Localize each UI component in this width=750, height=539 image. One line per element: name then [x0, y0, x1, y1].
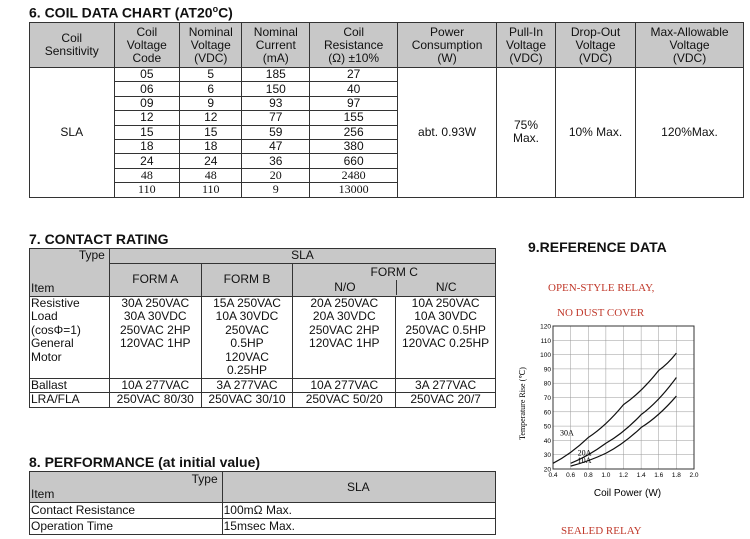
- no-dust-cover-label: NO DUST COVER: [557, 307, 645, 319]
- coil-title-degree: o: [212, 4, 219, 14]
- perf-header-row: [30, 472, 496, 503]
- perf-type-label: Type: [191, 472, 218, 486]
- header-coil-sensitivity: Coil Sensitivity: [30, 23, 115, 68]
- x-tick-label: 1.6: [654, 472, 664, 479]
- series-label-30a: 30A: [560, 428, 574, 438]
- coil-section-title: [29, 4, 233, 21]
- y-tick-label: 40: [543, 437, 551, 445]
- coil-row: [30, 68, 744, 82]
- coil-resistance: 155: [310, 111, 398, 125]
- header-power-consumption: Power Consumption (W): [398, 23, 497, 68]
- form-b-header: FORM B: [201, 263, 293, 296]
- x-tick-label: 1.0: [601, 472, 611, 479]
- coil-voltage: 110: [180, 183, 242, 197]
- header-nominal-voltage: Nominal Voltage (VDC): [180, 23, 242, 68]
- perf-item: Contact Resistance: [30, 503, 223, 519]
- series-label-20a: 20A: [577, 448, 592, 458]
- lra-row: [30, 393, 496, 408]
- no-header: N/O: [334, 280, 356, 294]
- perf-section-title: 8. PERFORMANCE (at initial value): [29, 454, 261, 470]
- coil-code: 15: [114, 125, 180, 139]
- coil-current: 20: [242, 168, 310, 182]
- y-tick-label: 20: [543, 466, 551, 474]
- coil-code: 09: [114, 96, 180, 110]
- reference-section-title: 9.REFERENCE DATA: [528, 239, 667, 255]
- x-axis-label: Coil Power (W): [593, 488, 662, 499]
- coil-current: 9: [242, 183, 310, 197]
- coil-code: 05: [114, 68, 180, 82]
- coil-code: 18: [114, 139, 180, 153]
- coil-resistance: 97: [310, 96, 398, 110]
- item-label: Item: [31, 280, 55, 295]
- coil-current: 36: [242, 154, 310, 168]
- y-tick-label: 60: [543, 409, 551, 417]
- coil-code: 24: [114, 154, 180, 168]
- chart-series: [553, 353, 676, 466]
- lra-form-a: 250VAC 80/30: [109, 393, 201, 408]
- coil-code: 110: [114, 183, 180, 197]
- contact-rating-table: [29, 248, 496, 408]
- header-pull-in-voltage: Pull-In Voltage (VDC): [497, 23, 556, 68]
- coil-current: 93: [242, 96, 310, 110]
- coil-resistance: 660: [310, 154, 398, 168]
- ballast-row: [30, 378, 496, 393]
- perf-item-label: Item: [31, 487, 55, 501]
- x-tick-label: 0.6: [566, 472, 576, 479]
- header-coil-resistance: Coil Resistance (Ω) ±10%: [310, 23, 398, 68]
- coil-resistance: 380: [310, 139, 398, 153]
- sealed-relay-label: SEALED RELAY: [561, 525, 642, 537]
- ballast-label: Ballast: [30, 378, 110, 393]
- y-axis-label: Temperature Rise (℃): [518, 367, 527, 440]
- y-tick-label: 100: [540, 352, 551, 360]
- x-tick-label: 1.2: [618, 472, 629, 479]
- coil-voltage: 24: [180, 154, 242, 168]
- y-tick-label: 120: [540, 323, 551, 331]
- drop-out-value: 10% Max.: [555, 68, 635, 198]
- coil-current: 47: [242, 139, 310, 153]
- coil-header-row: [30, 23, 744, 68]
- coil-resistance: 40: [310, 82, 398, 96]
- coil-code: 48: [114, 168, 180, 182]
- lra-form-c-no: 250VAC 50/20: [293, 393, 396, 408]
- perf-model: SLA: [222, 472, 495, 503]
- resistive-form-b: 15A 250VAC 10A 30VDC 250VAC 0.5HP 120VAC 0.25HP: [201, 296, 293, 378]
- y-tick-label: 50: [543, 423, 551, 431]
- coil-voltage: 6: [180, 82, 242, 96]
- power-consumption-value: abt. 0.93W: [398, 68, 497, 198]
- y-tick-label: 70: [543, 395, 551, 402]
- coil-resistance: 2480: [310, 168, 398, 182]
- lra-label: LRA/FLA: [30, 393, 110, 408]
- ballast-form-c-no: 10A 277VAC: [293, 378, 396, 393]
- perf-row: [30, 519, 496, 535]
- coil-voltage: 48: [180, 168, 242, 182]
- y-tick-label: 80: [543, 380, 551, 388]
- chart-labels: [518, 324, 699, 500]
- perf-row: [30, 503, 496, 519]
- resistive-row: [30, 296, 496, 378]
- coil-current: 59: [242, 125, 310, 139]
- coil-current: 185: [242, 68, 310, 82]
- temperature-rise-chart: [512, 318, 742, 518]
- x-tick-label: 2.0: [689, 472, 699, 479]
- x-tick-label: 0.8: [583, 472, 593, 479]
- open-relay-label: OPEN-STYLE RELAY,: [548, 282, 655, 294]
- lra-form-b: 250VAC 30/10: [201, 393, 293, 408]
- ballast-form-a: 10A 277VAC: [109, 378, 201, 393]
- ballast-form-c-nc: 3A 277VAC: [396, 378, 496, 393]
- ballast-form-b: 3A 277VAC: [201, 378, 293, 393]
- coil-title-end: C): [218, 4, 233, 21]
- resistive-form-c-no: 20A 250VAC 20A 30VDC 250VAC 2HP 120VAC 1HP: [293, 296, 396, 378]
- coil-sensitivity-value: SLA: [30, 68, 115, 198]
- y-tick-label: 30: [543, 452, 551, 460]
- coil-data-table: [29, 22, 744, 198]
- coil-code: 06: [114, 82, 180, 96]
- header-drop-out-voltage: Drop-Out Voltage (VDC): [555, 23, 635, 68]
- form-c-header-cell: [293, 263, 496, 296]
- series-line-30a: [553, 353, 676, 466]
- pull-in-value: 75% Max.: [497, 68, 556, 198]
- resistive-form-c-nc: 10A 250VAC 10A 30VDC 250VAC 0.5HP 120VAC 0.25HP: [396, 296, 496, 378]
- header-coil-voltage-code: Coil Voltage Code: [114, 23, 180, 68]
- y-tick-label: 110: [540, 337, 551, 345]
- contact-type-item-cell: [30, 249, 110, 297]
- x-tick-label: 0.4: [548, 472, 558, 479]
- nc-header: N/C: [396, 280, 495, 295]
- form-c-header: FORM C: [370, 265, 418, 279]
- perf-value: 100mΩ Max.: [222, 503, 495, 519]
- coil-title-text: 6. COIL DATA CHART (AT20: [29, 4, 213, 21]
- contact-model: SLA: [109, 249, 495, 264]
- coil-current: 150: [242, 82, 310, 96]
- chart-grid: [553, 326, 694, 469]
- y-tick-label: 90: [543, 366, 551, 374]
- header-nominal-current: Nominal Current (mA): [242, 23, 310, 68]
- coil-resistance: 256: [310, 125, 398, 139]
- series-label-10a: 10A: [577, 456, 592, 466]
- coil-voltage: 5: [180, 68, 242, 82]
- resistive-label: Resistive Load (cosΦ=1) General Motor: [30, 296, 110, 378]
- perf-item: Operation Time: [30, 519, 223, 535]
- contact-section-title: 7. CONTACT RATING: [29, 231, 169, 247]
- lra-form-c-nc: 250VAC 20/7: [396, 393, 496, 408]
- perf-value: 15msec Max.: [222, 519, 495, 535]
- max-allowable-value: 120%Max.: [636, 68, 744, 198]
- coil-resistance: 13000: [310, 183, 398, 197]
- coil-resistance: 27: [310, 68, 398, 82]
- x-tick-label: 1.8: [671, 472, 681, 479]
- perf-type-item-cell: [30, 472, 223, 503]
- performance-table: [29, 471, 496, 535]
- form-a-header: FORM A: [109, 263, 201, 296]
- coil-voltage: 12: [180, 111, 242, 125]
- resistive-form-a: 30A 250VAC 30A 30VDC 250VAC 2HP 120VAC 1HP: [109, 296, 201, 378]
- coil-voltage: 9: [180, 96, 242, 110]
- contact-header-row: [30, 249, 496, 264]
- coil-code: 12: [114, 111, 180, 125]
- x-tick-label: 1.4: [636, 472, 646, 479]
- coil-voltage: 18: [180, 139, 242, 153]
- coil-voltage: 15: [180, 125, 242, 139]
- type-label: Type: [78, 248, 105, 263]
- coil-current: 77: [242, 111, 310, 125]
- header-max-allowable-voltage: Max-Allowable Voltage (VDC): [636, 23, 744, 68]
